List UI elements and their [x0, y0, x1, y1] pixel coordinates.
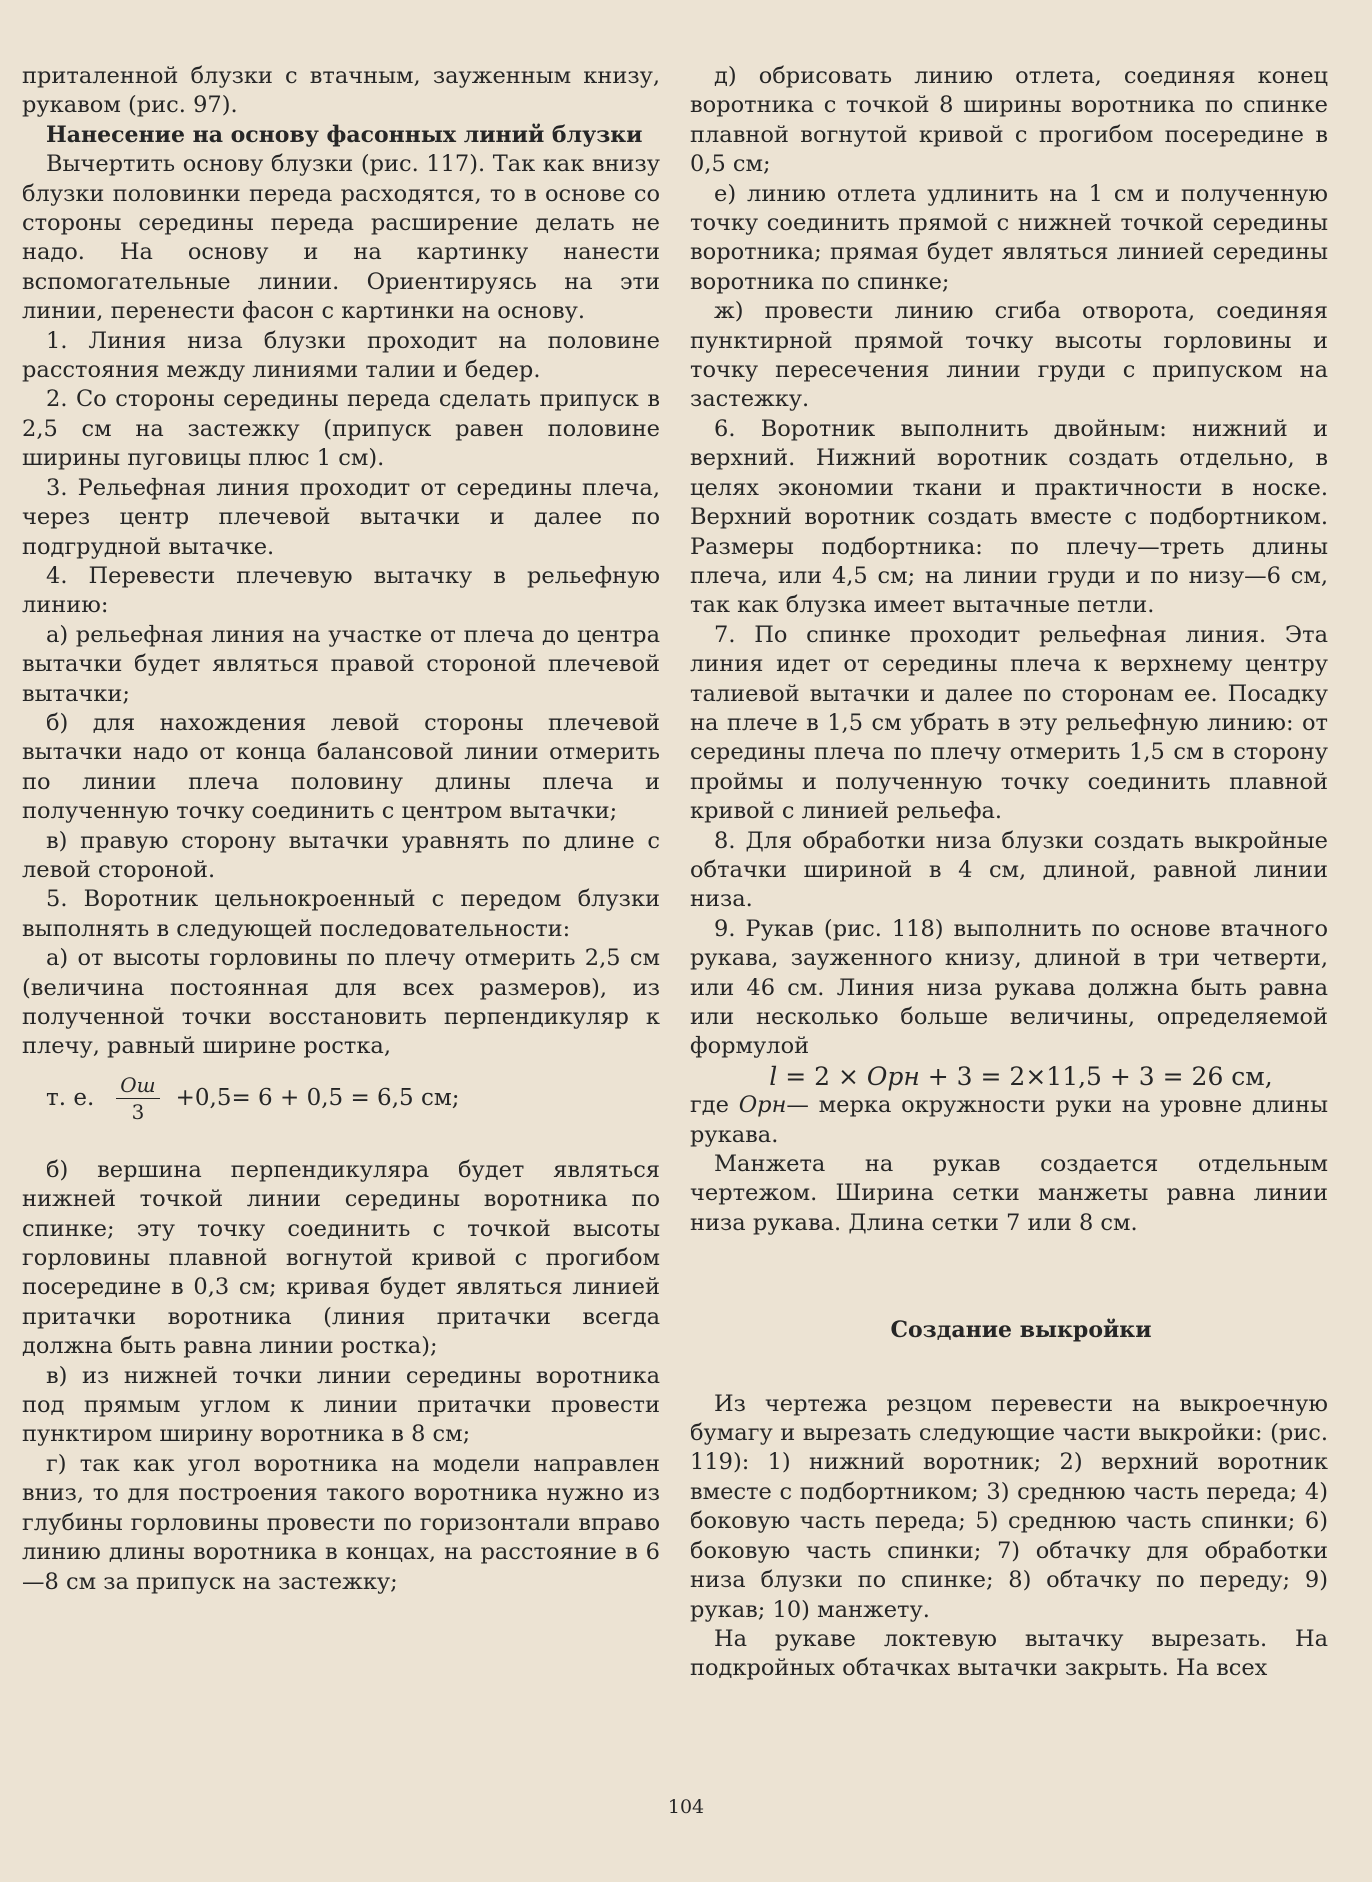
- sub-item: в) из нижней точки линии середины воротника под прямым углом к линии притачки провести пунктиром ширину воротника в 8 см;: [22, 1362, 660, 1448]
- formula-rest: +0,5= 6 + 0,5 = 6,5 см;: [175, 1085, 460, 1112]
- paragraph: 7. По спинке проходит рельефная линия. Эта линия идет от середины плеча к верхнему центру талиевой вытачки и далее по сторонам ее. Посадку на плече в 1,5 см убрать в эту рельефную линию: от середины плеча по плечу отмерить 1,5 см в сторону проймы и полученную точку соединить плавной кривой с линией рельефа.: [690, 621, 1328, 825]
- paragraph: 8. Для обработки низа блузки создать выкройные обтачки шириной в 4 см, длиной, равной линии низа.: [690, 827, 1328, 913]
- formula-sleeve-hem: [690, 1062, 1328, 1091]
- formula-var-l: l: [769, 1061, 778, 1091]
- formula-part: + 3 = 2×11,5 + 3 = 26 см,: [919, 1061, 1273, 1091]
- paragraph: 2. Со стороны середины переда сделать припуск в 2,5 см на застежку (припуск равен половине ширины пуговицы плюс 1 см).: [22, 386, 660, 472]
- sub-item: ж) провести линию сгиба отворота, соединяя пунктирной прямой точку высоты горловины и точку пересечения линии груди с припуском на застежку.: [690, 298, 1328, 413]
- formula-note-prefix: где: [690, 1092, 729, 1119]
- paragraph: 1. Линия низа блузки проходит на половине расстояния между линиями талии и бедер.: [22, 327, 660, 384]
- paragraph: 3. Рельефная линия проходит от середины плеча, через центр плечевой вытачки и далее по подгрудной вытачке.: [22, 474, 660, 560]
- paragraph: 5. Воротник цельнокроенный с передом блузки выполнять в следующей последовательности:: [22, 886, 660, 942]
- sub-item: б) вершина перпендикуляра будет являться нижней точкой линии середины воротника по спинке; эту точку соединить с точкой высоты горловины плавной вогнутой кривой с прогибом посередине в 0,3 см; кривая будет являться линией притачки воротника (линия притачки всегда должна быть равна линии ростка);: [22, 1156, 660, 1360]
- formula-part: = 2 ×: [777, 1061, 867, 1091]
- sub-item: г) так как угол воротника на модели направлен вниз, то для построения такого воротника нужно из глубины горловины провести по горизонтали вправо линию длины воротника в концах, на расстояние в 6—8 см за припуск на застежку;: [22, 1450, 660, 1595]
- paragraph: Манжета на рукав создается отдельным чертежом. Ширина сетки манжеты равна линии низа рукава. Длина сетки 7 или 8 см.: [690, 1151, 1328, 1236]
- formula-explanation: [690, 1091, 1328, 1150]
- paragraph: Из чертежа резцом перевести на выкроечную бумагу и вырезать следующие части выкройки: (рис. 119): 1) нижний воротник; 2) верхний воротник вместе с подбортником; 3) среднюю часть переда; 4) боковую часть переда; 5) среднюю часть спинки; 6) боковую часть спинки; 7) обтачку для обработки низа блузки по спинке; 8) обтачку по переду; 9) рукав; 10) манжету.: [690, 1390, 1328, 1623]
- fraction-numerator: Ош: [116, 1072, 159, 1099]
- left-column: [22, 62, 660, 1597]
- formula-note-text: — мерка окружности руки на уровне длины рукава.: [690, 1092, 1328, 1148]
- fraction-denominator: 3: [131, 1100, 145, 1125]
- sub-item: а) от высоты горловины по плечу отмерить 2,5 см (величина постоянная для всех размеров), из полученной точки восстановить перпендикуляр к плечу, равный ширине ростка,: [22, 945, 660, 1060]
- formula-collar-width: [46, 1064, 660, 1134]
- paragraph: 4. Перевести плечевую вытачку в рельефную линию:: [22, 562, 660, 619]
- continuation-paragraph: приталенной блузки с втачным, зауженным книзу, рукавом (рис. 97).: [22, 63, 660, 119]
- paragraph: Вычертить основу блузки (рис. 117). Так как внизу блузки половинки переда расходятся, то в основе со стороны середины переда расширение делать не надо. На основу и на картинку нанести вспомогательные линии. Ориентируясь на эти линии, перенести фасон с картинки на основу.: [22, 151, 660, 325]
- page-number: 104: [667, 1796, 705, 1818]
- section-heading-pattern: Создание выкройки: [890, 1317, 1152, 1344]
- formula-note-var: Орн: [738, 1092, 787, 1119]
- paragraph: 6. Воротник выполнить двойным: нижний и верхний. Нижний воротник создать отдельно, в целях экономии ткани и практичности в носке. Верхний воротник создать вместе с подбортником. Размеры подбортника: по плечу—треть длины плеча, или 4,5 см; на линии груди и по низу—6 см, так как блузка имеет вытачные петли.: [690, 415, 1328, 619]
- sub-item: в) правую сторону вытачки уравнять по длине с левой стороной.: [22, 827, 660, 883]
- paragraph: На рукаве локтевую вытачку вырезать. На подкройных обтачках вытачки закрыть. На всех: [690, 1625, 1328, 1682]
- paragraph: 9. Рукав (рис. 118) выполнить по основе втачного рукава, зауженного книзу, длиной в три четверти, или 46 см. Линия низа рукава должна быть равна или несколько больше величины, определяемой формулой: [690, 915, 1328, 1060]
- formula-prefix: т. е.: [46, 1085, 95, 1112]
- section-heading-fashion-lines: Нанесение на основу фасонных линий блузки: [46, 121, 643, 148]
- sub-item: е) линию отлета удлинить на 1 см и полученную точку соединить прямой с нижней точкой середины воротника; прямая будет являться линией середины воротника по спинке;: [690, 180, 1328, 295]
- formula-var-orn: Орн: [866, 1061, 920, 1091]
- sub-item: д) обрисовать линию отлета, соединяя конец воротника с точкой 8 ширины воротника по спинке плавной вогнутой кривой с прогибом посередине в 0,5 см;: [690, 63, 1328, 178]
- fraction: [116, 1072, 159, 1125]
- sub-item: а) рельефная линия на участке от плеча до центра вытачки будет являться правой стороной плечевой вытачки;: [22, 621, 660, 707]
- sub-item: б) для нахождения левой стороны плечевой вытачки надо от конца балансовой линии отмерить по линии плеча половину длины плеча и полученную точку соединить с центром вытачки;: [22, 709, 660, 825]
- right-column: [690, 62, 1328, 1684]
